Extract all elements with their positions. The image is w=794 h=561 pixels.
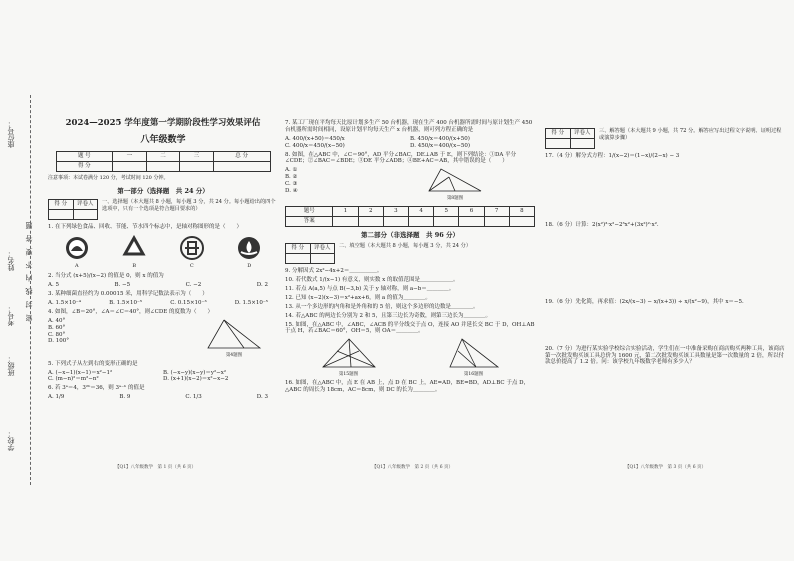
page-3-column	[545, 118, 785, 368]
binding-seat-label: 座位号：	[7, 120, 15, 148]
score-blank-cell[interactable]	[213, 161, 270, 171]
grader-blank[interactable]	[73, 210, 98, 220]
score-blank-cell[interactable]	[180, 161, 214, 171]
energy-saving-icon	[179, 235, 205, 261]
grader-blank[interactable]	[570, 139, 595, 149]
option-c: C. −2	[185, 282, 202, 289]
answer-blank-cell[interactable]	[434, 217, 459, 227]
score-row-label: 得 分	[56, 161, 113, 171]
score-header-cell: 总 分	[213, 151, 270, 161]
q19-answer-space[interactable]	[545, 308, 785, 344]
page-1-column	[48, 118, 278, 401]
exam-title: 2024—2025 学年度第一学期阶段性学习效果评估	[65, 118, 261, 128]
option-b: B. (−x−y)(x−y)＝y²−x²	[163, 369, 227, 376]
q4-triangle-figure	[204, 318, 264, 352]
q1-icons	[48, 235, 278, 269]
score-blank-cell[interactable]	[113, 161, 147, 171]
grader-name-label: 评卷人	[310, 244, 335, 254]
question-8: 8. 如图，在△ABC 中，∠C＝90°，AD 平分∠BAC，DE⊥AB 于 E，则下列结论：①DA 平分∠CDE；②∠BAC＝∠BDE；③DE 平分∠ADB；④BE+AC＝AB，其中错误的是（ ）	[285, 151, 517, 165]
seal-line-text: 密 封 线 内 不 要 答 题	[25, 220, 33, 322]
grader-name-label: 评卷人	[73, 200, 98, 210]
part1-title: 第一部分（选择题 共 24 分）	[117, 187, 209, 196]
option-a: A. 1/9	[48, 394, 65, 401]
q15-triangle-figure	[319, 337, 379, 371]
page-2-column	[285, 118, 535, 396]
option-d: D. 1.5×10⁻⁵	[234, 300, 268, 306]
question-1: 1. 在下列绿色食品、回收、节能、节水四个标志中，是轴对称图形的是（ ）	[48, 224, 242, 231]
option-label: A	[74, 263, 79, 270]
option-label: B	[132, 263, 137, 270]
option-b: B. 1.5×10⁻⁵	[109, 300, 143, 306]
option-a: A. 1.5×10⁻⁴	[48, 300, 81, 306]
water-saving-icon	[236, 235, 262, 261]
answer-header-cell: 3	[383, 207, 408, 217]
q7-options	[285, 136, 535, 150]
grader-blank[interactable]	[49, 210, 74, 220]
option-c: C. ③	[285, 181, 298, 187]
green-food-icon	[64, 235, 90, 261]
option-d: D. 3	[256, 394, 268, 401]
score-header-cell: 一	[113, 151, 147, 161]
section2-instructions: 二、填空题（本大题共 8 小题，每小题 3 分，共 24 分）	[339, 243, 472, 250]
option-d: D. (x+1)(x−2)＝x²−x−2	[163, 376, 229, 383]
question-13: 13. 从一个多边形的内角和是外角和的 5 倍，则这个多边形的边数是＿＿＿＿。	[285, 303, 479, 310]
answer-header-cell: 5	[434, 207, 459, 217]
option-a: A. ①	[285, 167, 298, 174]
option-b: B. 450/x＝400/(x+50)	[410, 135, 470, 142]
question-18: 18.（6 分）计算：2(x²)³·x²−2³x²+(3x²)²·x².	[545, 221, 659, 228]
option-a: A. 40°	[48, 317, 66, 324]
grader-blank[interactable]	[286, 254, 311, 264]
question-19: 19.（6 分）先化简，再求值：(2x/(x−3) − x/(x+3)) ÷ x/(x²−9)，其中 x＝−5.	[545, 298, 744, 305]
answer-blank-cell[interactable]	[459, 217, 484, 227]
option-c: C. 1/3	[185, 394, 202, 401]
q16-triangle-figure	[446, 337, 502, 371]
question-4: 4. 如图，∠B＝20°，∠A＝∠C＝40°，则∠CDE 的度数为（ ）	[48, 308, 214, 315]
q6-options	[48, 394, 278, 401]
grader-score-label: 得 分	[49, 200, 74, 210]
grader-box	[48, 199, 98, 220]
grader-score-label: 得 分	[286, 244, 311, 254]
option-c: C. 80°	[48, 331, 66, 338]
score-blank-cell[interactable]	[146, 161, 180, 171]
binding-name-label: 姓名：	[7, 250, 15, 271]
q2-options	[48, 282, 278, 289]
page-3-footer: 【Q1】八年级数学 第 3 页（共 6 页）	[625, 465, 706, 470]
part2-title: 第二部分（非选择题 共 96 分）	[360, 231, 460, 240]
answer-header-cell: 题号	[286, 207, 333, 217]
answer-blank-cell[interactable]	[509, 217, 534, 227]
score-table	[56, 151, 271, 172]
exam-subject: 八年级数学	[140, 134, 186, 145]
option-d: D. 450/x＝400/(x−50)	[410, 142, 471, 149]
answer-blank-cell[interactable]	[358, 217, 383, 227]
option-b: B. 60°	[48, 324, 66, 331]
option-c: C. (m−n)²＝m²−n²	[48, 376, 99, 383]
grader-box	[285, 243, 335, 264]
seal-dashed-line	[30, 95, 31, 485]
grader-box	[545, 128, 595, 149]
answer-header-cell: 1	[333, 207, 358, 217]
option-label: D	[247, 263, 252, 270]
q8-figure-caption: 第8题图	[446, 196, 464, 202]
question-20: 20.（7 分）为进行某实验学校综合实验活动，学生们在一中准备采购在商店购买两种工具，该商店第一次批发购买该工具总价为 1600 元，第二次批发购买该工具数量是第一次数量的 2 倍，所以付款总价提高了 1.2 倍。问：该学校九年级数学老师有多少人？	[545, 345, 785, 366]
binding-school-label: 学校：	[7, 430, 15, 451]
question-16: 16. 如图，在△ABC 中，点 E 在 AB 上，点 D 在 BC 上，AE=AD，BE=BD，AD⊥BC 于点 D，△ABC 的周长为 18cm，AC＝8cm，则 DC 的长为＿＿＿＿。	[285, 380, 529, 393]
option-b: B. 9	[119, 394, 131, 401]
answer-header-cell: 6	[459, 207, 484, 217]
question-9: 9. 分解因式 2x²−4x+2＝＿＿＿＿＿。	[285, 268, 383, 275]
question-12: 12. 已知 (x−2)(x−3)＝x²+ax+6，则 a 的值为＿＿＿＿。	[285, 294, 431, 301]
section3-instructions: 三、解答题（本大题共 9 小题，共 72 分。解答应写出过程文字说明、证明过程或演算步骤）	[599, 128, 782, 141]
binding-id-label: 考号：	[7, 305, 15, 326]
q5-options	[48, 370, 278, 384]
score-header-cell: 三	[180, 151, 214, 161]
answer-blank-cell[interactable]	[484, 217, 509, 227]
question-11: 11. 若点 A(a,5) 与点 B(−3,b) 关于 y 轴对称，则 a−b＝＿＿＿＿。	[285, 286, 455, 292]
q16-figure-caption: 第16题图	[463, 372, 484, 378]
option-a: A. (−x−1)(x−1)＝x²−1²	[48, 369, 113, 376]
grader-name-label: 评卷人	[570, 129, 595, 139]
option-b: B. ②	[285, 174, 298, 181]
option-b: B. −5	[114, 282, 131, 289]
q17-answer-space[interactable]	[545, 162, 785, 220]
recycle-icon	[121, 235, 147, 261]
grader-score-label: 得 分	[546, 129, 571, 139]
section1-instructions: 一、选择题（本大题共 8 小题，每小题 3 分，共 24 分。每小题给出的四个选项中，只有一个选项是符合题目要求的）	[102, 199, 276, 212]
grader-blank[interactable]	[310, 254, 335, 264]
answer-blank-cell[interactable]	[383, 217, 408, 227]
page-2-footer: 【Q1】八年级数学 第 2 页（共 6 页）	[372, 465, 453, 470]
q18-answer-space[interactable]	[545, 231, 785, 297]
question-15: 15. 如图，在△ABC 中，∠ABC，∠ACB 的平分线交于点 O，连接 AO 并延长交 BC 于 D，OH⊥AB 于点 H，若∠BAC＝60°，OH＝5，则 OA＝＿＿＿＿。	[285, 321, 535, 335]
option-c: C. 0.15×10⁻³	[170, 300, 207, 306]
question-3: 3. 某种细菌直径约为 0.00015 米，用科学记数法表示为（ ）	[48, 291, 208, 298]
exam-notice: 注意事项：本试卷满分 120 分，考试时间 120 分钟。	[48, 174, 169, 181]
answer-row-label: 答案	[286, 217, 333, 227]
answer-header-cell: 2	[358, 207, 383, 217]
answer-table	[285, 206, 535, 227]
score-header-cell: 二	[146, 151, 180, 161]
option-d: D. 100°	[48, 338, 69, 345]
answer-header-cell: 7	[484, 207, 509, 217]
q8-options	[285, 167, 298, 202]
q4-figure-caption: 第4题图	[225, 352, 243, 358]
grader-blank[interactable]	[546, 139, 571, 149]
option-label: C	[189, 263, 194, 270]
score-header-cell: 题 号	[56, 151, 113, 161]
q3-options	[48, 300, 278, 307]
page-1-footer: 【Q1】八年级数学 第 1 页（共 6 页）	[115, 465, 196, 470]
question-17: 17.（4 分）解分式方程：1/(x−2)＝(1−x)/(2−x) − 3	[545, 153, 680, 159]
question-2: 2. 当分式 (x+5)/(x−2) 的值是 0，则 x 的值为	[48, 273, 164, 280]
question-7: 7. 某工厂现在平均每天比原计划多生产 50 台机器，现在生产 400 台机器所需时间与原计划生产 450 台机器所需时间相同，设原计划平均每天生产 x 台机器，则可列方程正确的是	[285, 120, 533, 133]
answer-header-cell: 8	[509, 207, 534, 217]
option-d: D. 2	[256, 282, 268, 289]
question-5: 5. 下列式子从左到右的变形正确的是	[48, 360, 138, 367]
answer-blank-cell[interactable]	[333, 217, 358, 227]
q15-figure-caption: 第15题图	[338, 372, 359, 378]
option-a: A. 400/(x+50)＝450/x	[285, 135, 345, 142]
binding-strip	[4, 100, 38, 480]
answer-header-cell: 4	[409, 207, 434, 217]
answer-blank-cell[interactable]	[409, 217, 434, 227]
question-10: 10. 若代数式 1/(x−1) 有意义，则实数 x 的取值范围是＿＿＿＿＿＿。	[285, 277, 459, 284]
option-a: A. 5	[48, 282, 59, 289]
option-d: D. ④	[285, 187, 298, 194]
binding-class-label: 班级：	[7, 355, 15, 376]
q4-options	[48, 318, 69, 359]
question-6: 6. 若 3ᵃ＝4，3²ᵇ＝36，则 3ᵃ⁻ᵇ 的值是	[48, 385, 145, 392]
option-c: C. 400/x＝450/(x−50)	[285, 142, 345, 149]
q8-triangle-figure	[425, 167, 485, 195]
question-14: 14. 若△ABC 的两边长分别为 2 和 5，且第三边长为奇数，则第三边长为＿＿＿＿。	[285, 312, 492, 319]
